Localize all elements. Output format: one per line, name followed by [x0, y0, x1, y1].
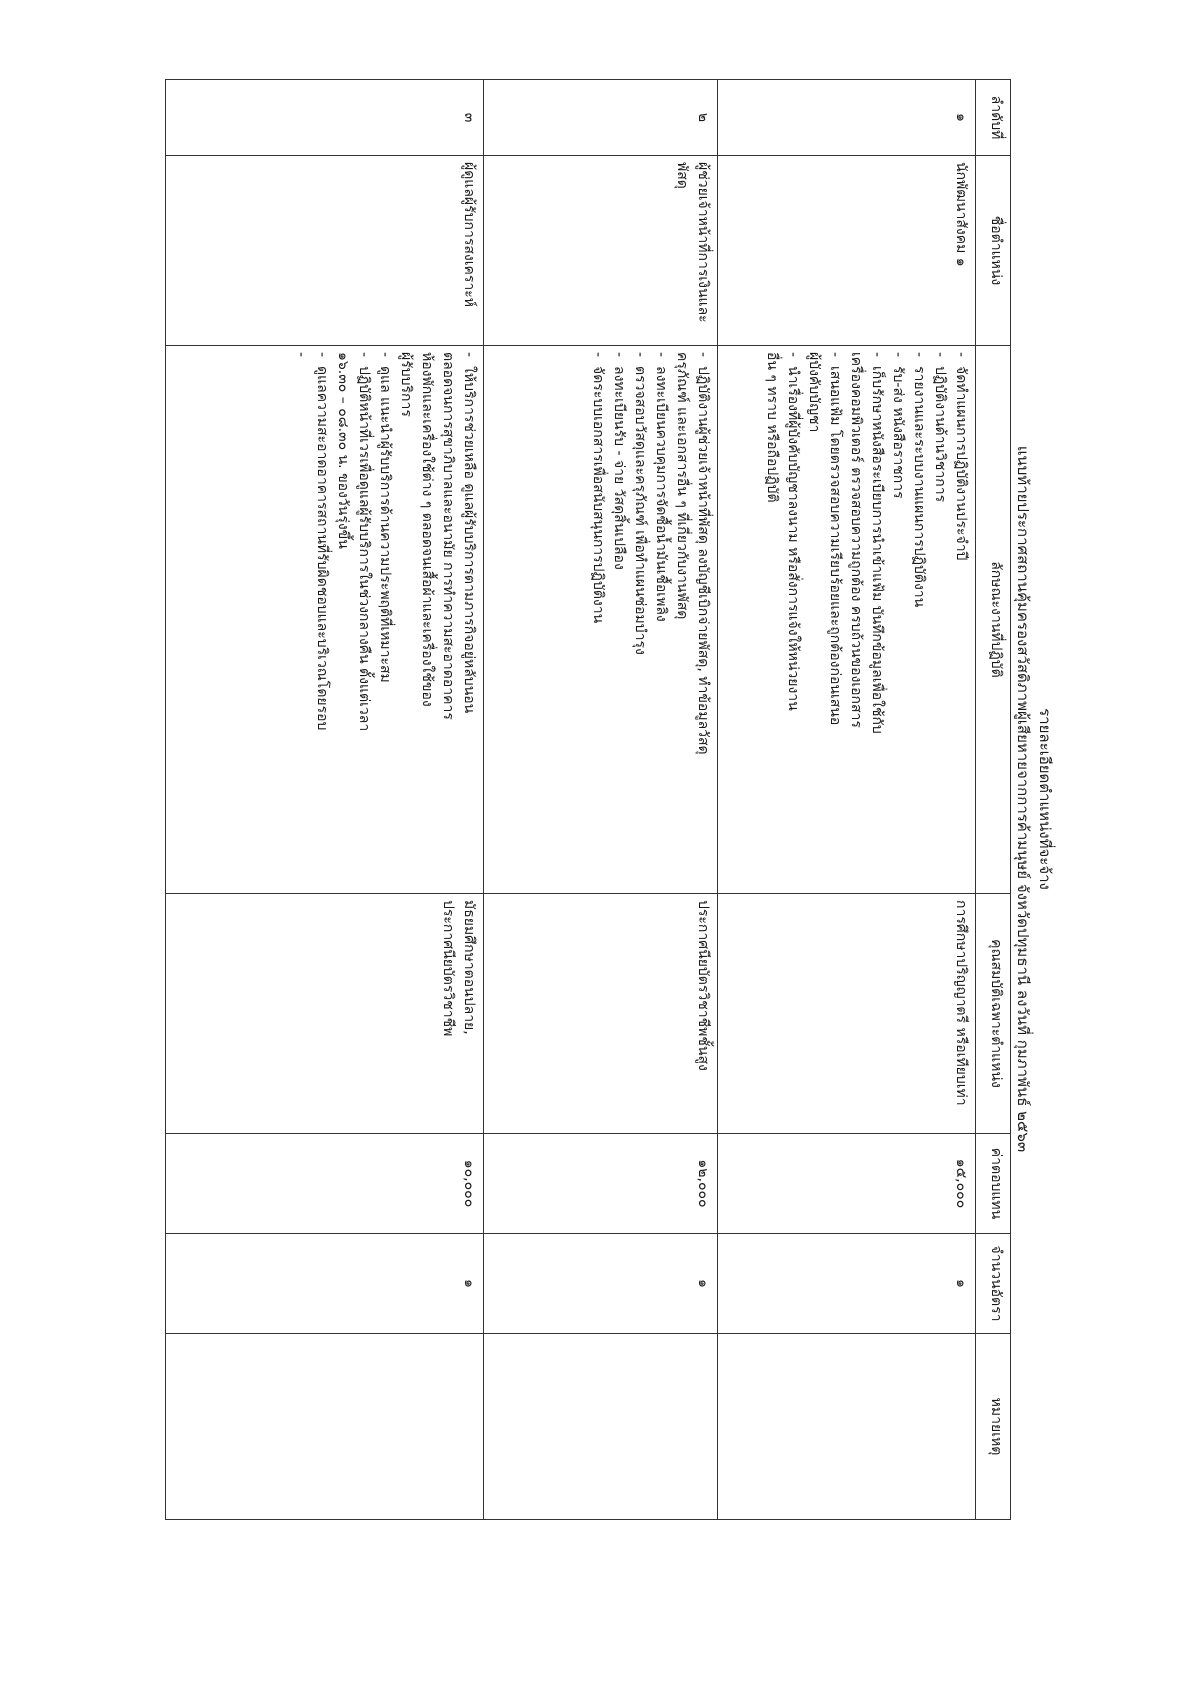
- pay-amount: ๑๐,๐๐๐: [166, 1134, 484, 1234]
- qualification: ประกาศนียบัตรวิชาชีพชั้นสูง: [484, 894, 718, 1134]
- duty-item: - จัดระบบเอกสารเพื่อสนับสนุนการปฏิบัติงาน: [587, 352, 608, 887]
- table-row: [166, 80, 484, 1520]
- duty-item: [290, 352, 311, 887]
- positions-table: [165, 79, 1011, 1520]
- row-number: ๒: [484, 80, 718, 156]
- qualification: มัธยมศึกษาตอนปลาย, ประกาศนียบัตรวิชาชีพ: [166, 894, 484, 1134]
- remark: [718, 1334, 976, 1520]
- duty-item: ห้องพักและเครื่องใช้ต่าง ๆ ตลอดจนเสื้อผ้าและเครื่องใช้ของ: [419, 352, 435, 707]
- table-row: [484, 80, 718, 1520]
- duty-item: - ดูแล แนะนำผู้รับบริการด้านความประพฤติที่เหมาะสม: [374, 352, 395, 887]
- table-row: [718, 80, 976, 1520]
- position-count: ๑: [718, 1234, 976, 1334]
- header-qualification: คุณสมบัติเฉพาะตำแหน่ง: [976, 894, 1011, 1134]
- qualification: การศึกษาปริญญาตรี หรือเทียบเท่า: [718, 894, 976, 1134]
- duty-item: - รายงานและระบบงานแผนการปฏิบัติงาน: [908, 352, 929, 887]
- duty-item: - เก็บรักษาหนังสือระเบียบการนำเข้าแฟ้ม บันทึกข้อมูลเพื่อใช้กับ: [866, 352, 887, 887]
- duty-item: - ตรวจสอบวัสดุและครุภัณฑ์ เพื่อทำแผนซ่อมบำรุง: [629, 352, 650, 887]
- position-name: นักพัฒนาสังคม ๑: [718, 156, 976, 346]
- remark: [166, 1334, 484, 1520]
- duty-item: - จัดทำแผนการปฏิบัติงานประจำปี: [950, 352, 971, 887]
- rotated-page: [115, 79, 1055, 1519]
- duty-item: - ให้บริการช่วยเหลือ ดูแลผู้รับบริการตามภารกิจอยู่หลับนอน: [458, 352, 479, 887]
- duty-item: ผู้บังคับบัญชา: [806, 352, 822, 433]
- duties-cell: [718, 346, 976, 894]
- row-number: ๑: [718, 80, 976, 156]
- duty-item: - ดูแลความสะอาดอาคารสถานที่รับผิดชอบและบริเวณโดยรอบ: [311, 352, 332, 887]
- duties-cell: [484, 346, 718, 894]
- row-number: ๓: [166, 80, 484, 156]
- position-count: ๑: [166, 1234, 484, 1334]
- duties-list: [761, 352, 971, 887]
- header-pay: ค่าตอบแทน: [976, 1134, 1011, 1234]
- duty-item: - ปฏิบัติหน้าที่เวรเพื่อดูแลผู้รับบริการในช่วงกลางคืน ตั้งแต่เวลา: [353, 352, 374, 887]
- header-position: ชื่อตำแหน่ง: [976, 156, 1011, 346]
- pay-amount: ๑๕,๐๐๐: [718, 1134, 976, 1234]
- header-remark: หมายเหตุ: [976, 1334, 1011, 1520]
- duty-item: - เสนอแฟ้ม โดยตรวจสอบความเรียบร้อยและถูกต้องก่อนเสนอ: [824, 352, 845, 887]
- duty-item: อื่น ๆ ทราบ หรือถือปฏิบัติ: [764, 352, 780, 503]
- duties-list: [290, 352, 479, 887]
- duty-item: - ปฏิบัติงานผู้ช่วยเจ้าหน้าที่พัสดุ ลงบัญชีเบิกจ่ายพัสดุ, ทำข้อมูลวัสดุ: [692, 352, 713, 887]
- duty-item: - ลงทะเบียนควบคุมการจัดซื้อน้ำมันเชื้อเพลิง: [650, 352, 671, 887]
- remark: [484, 1334, 718, 1520]
- position-count: ๑: [484, 1234, 718, 1334]
- position-name: ผู้ช่วยเจ้าหน้าที่การเงินและพัสดุ: [484, 156, 718, 346]
- document-title: รายละเอียดตำแหน่งที่จะจ้าง: [1036, 708, 1054, 890]
- table-header-row: [976, 80, 1011, 1520]
- duty-item: เครื่องคอมพิวเตอร์ ตรวจสอบความถูกต้อง ครบถ้วนของเอกสาร: [848, 352, 864, 728]
- duty-item: ครุภัณฑ์ และเอกสารอื่น ๆ ที่เกี่ยวกับงานพัสดุ: [674, 352, 690, 620]
- duties-list: [587, 352, 713, 887]
- header-no: ลำดับที่: [976, 80, 1011, 156]
- duty-item: - นำเรื่องที่ผู้บังคับบัญชาลงนาม หรือสั่งการแจ้งให้หน่วยงาน: [782, 352, 803, 887]
- header-duties: ลักษณะงานที่ปฏิบัติ: [976, 346, 1011, 894]
- duty-item: ๑๖.๓๐ – ๐๘.๓๐ น. ของวันรุ่งขึ้น: [335, 352, 351, 549]
- header-count: จำนวนอัตรา: [976, 1234, 1011, 1334]
- duty-item: ผู้รับบริการ: [398, 352, 414, 417]
- pay-amount: ๑๒,๐๐๐: [484, 1134, 718, 1234]
- duty-item: ตลอดจนการสุขาภิบาลและอนามัย การทำความสะอาดอาคาร: [440, 352, 456, 720]
- duties-cell: [166, 346, 484, 894]
- duty-item: - รับ-ส่ง หนังสือราชการ: [887, 352, 908, 887]
- position-name: ผู้ดูแลผู้รับการสงเคราะห์: [166, 156, 484, 346]
- duty-item: - ลงทะเบียนรับ - จ่าย วัสดุสิ้นเปลือง: [608, 352, 629, 887]
- document-subtitle: แนบท้ายประกาศสถานคุ้มครองสวัสดิภาพผู้เสียหายจากการค้ามนุษย์ จังหวัดปทุมธานี ลงวันที่ กุมภาพันธ์ ๒๕๖๓: [1014, 445, 1032, 1153]
- duty-item: - ปฏิบัติงานด้านวิชาการ: [929, 352, 950, 887]
